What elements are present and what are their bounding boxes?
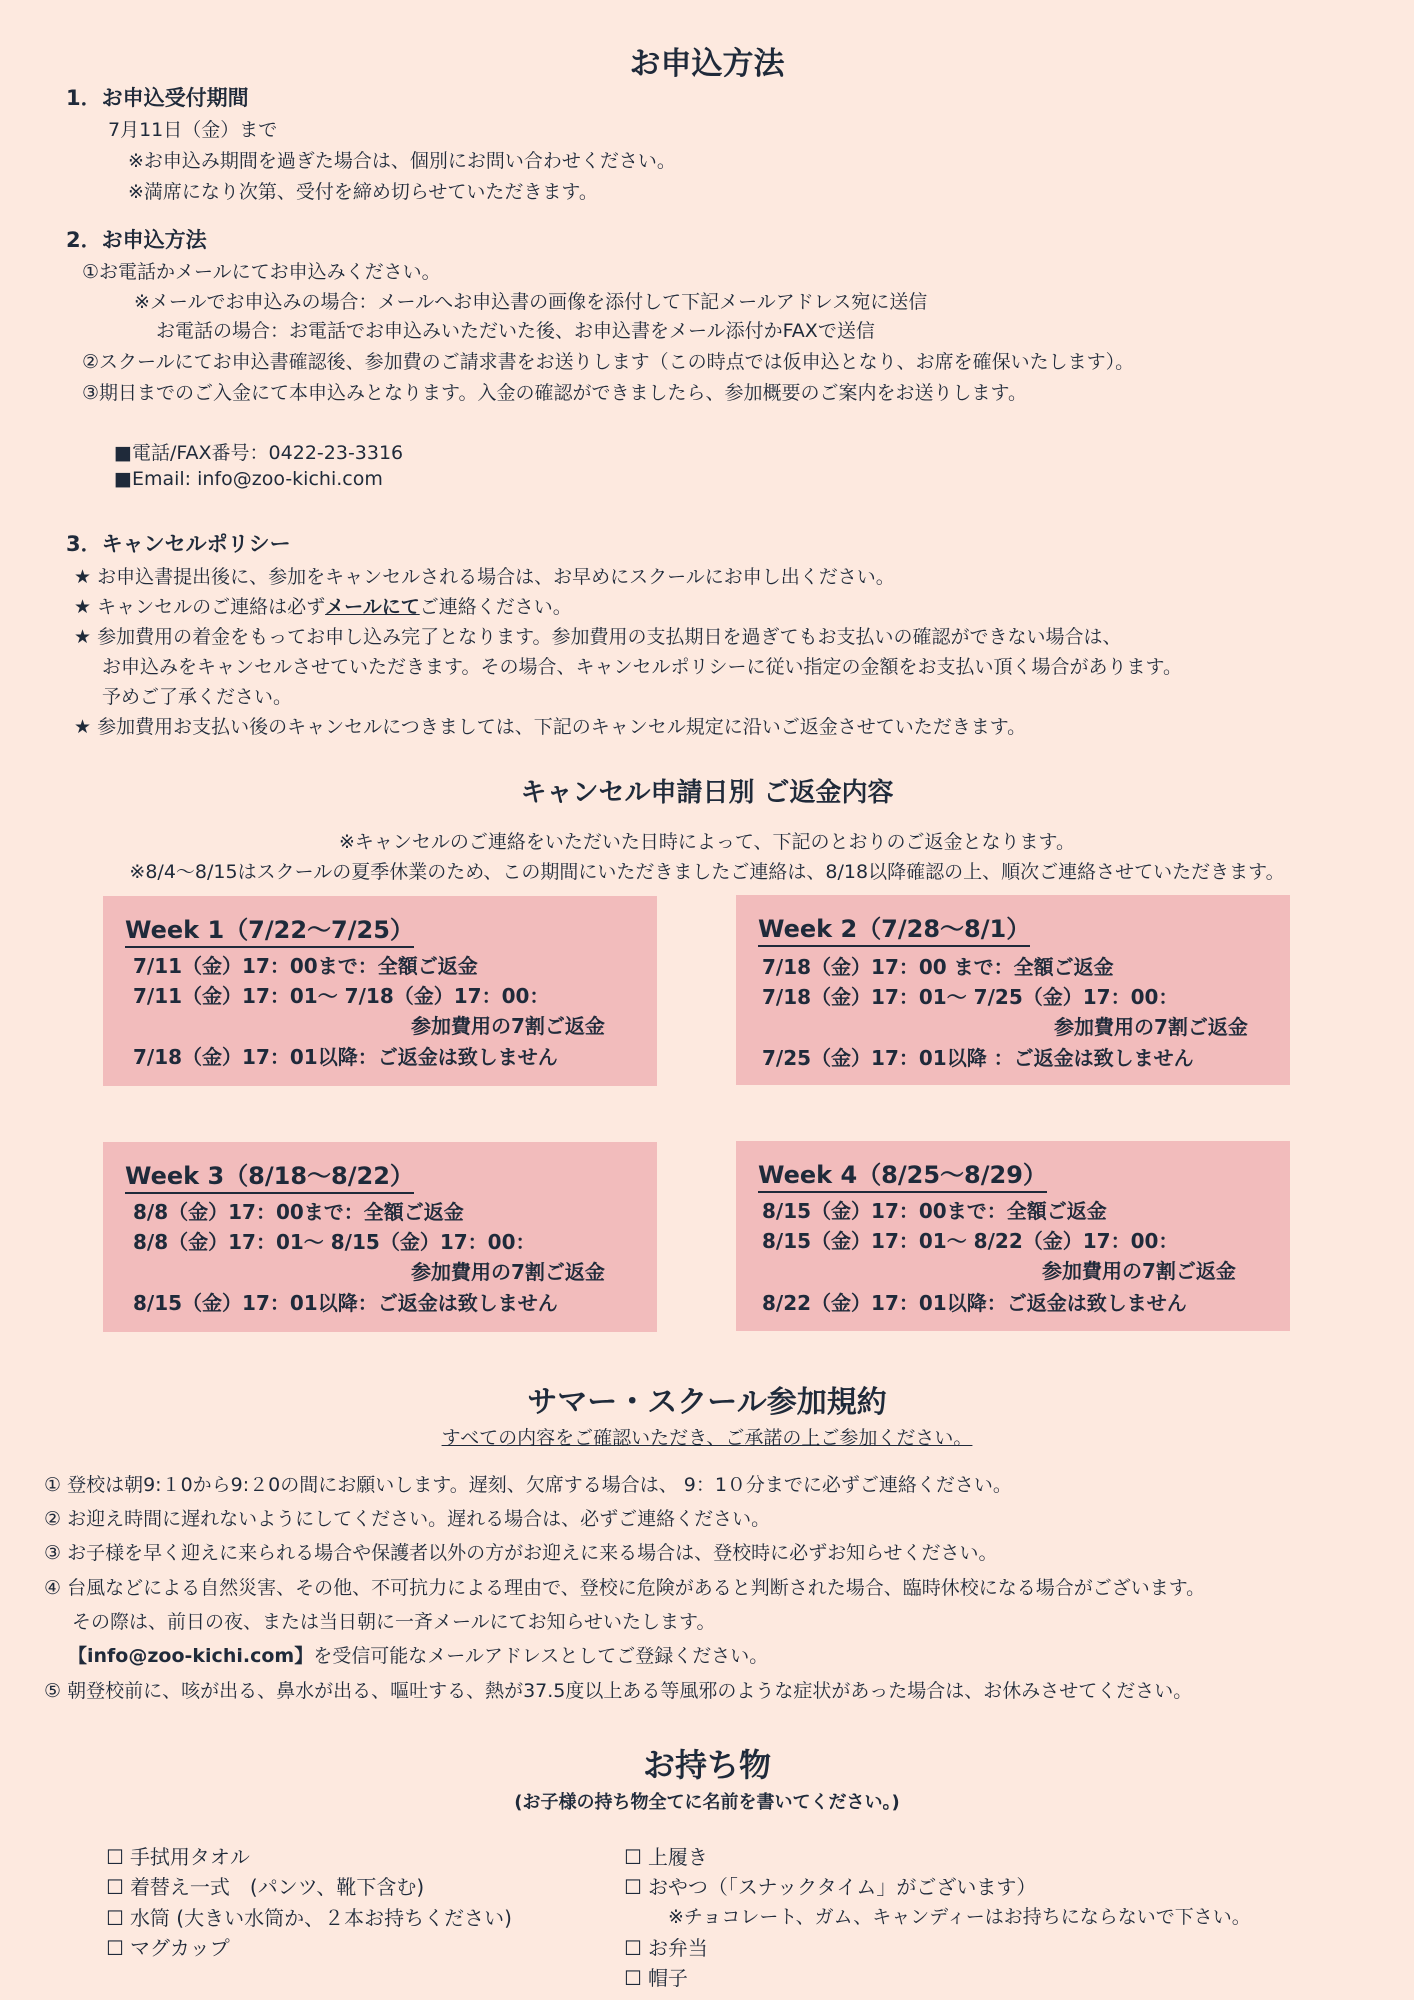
week4-line1: 8/15（金）17：00まで：全額ご返金 xyxy=(762,1199,1107,1223)
week4-line4: 8/22（金）17：01以降：ご返金は致しません xyxy=(762,1291,1187,1315)
week1-box xyxy=(103,896,657,1086)
week4-line3: 参加費用の7割ご返金 xyxy=(1042,1259,1236,1283)
item-right-3 xyxy=(624,1932,708,1961)
checkbox-icon: ☐ xyxy=(624,1966,642,1990)
week4-box xyxy=(736,1141,1290,1331)
item-left-4 xyxy=(106,1932,230,1961)
policy-bullet-2-pre: ★ キャンセルのご連絡は必ず xyxy=(74,596,326,618)
policy-bullet-4: ★ 参加費用お支払い後のキャンセルにつきましては、下記のキャンセル規定に沿いご返金させていただきます。 xyxy=(74,716,1027,738)
rule-1: ① 登校は朝9:１0から9:２0の間にお願いします。遅刻、欠席する場合は、 9：1０分までに必ずご連絡ください。 xyxy=(44,1474,1012,1496)
checkbox-icon: ☐ xyxy=(624,1845,642,1869)
policy-bullet-3-line3: 予めご了承ください。 xyxy=(102,686,293,708)
rule-5: ⑤ 朝登校前に、咳が出る、鼻水が出る、嘔吐する、熱が37.5度以上ある等風邪のような症状があった場合は、お休みさせてください。 xyxy=(44,1680,1193,1702)
rule-2: ② お迎え時間に遅れないようにしてください。遅れる場合は、必ずご連絡ください。 xyxy=(44,1508,771,1530)
item-label: 上履き xyxy=(647,1845,708,1869)
week1-title: Week 1（7/22〜7/25） xyxy=(125,910,414,948)
rule-4-email: 【info@zoo-kichi.com】 xyxy=(68,1645,314,1667)
policy-bullet-2-post: ご連絡ください。 xyxy=(419,596,572,618)
policy-bullet-2 xyxy=(74,592,572,619)
week1-line4: 7/18（金）17：01以降：ご返金は致しません xyxy=(133,1045,558,1069)
checkbox-icon: ☐ xyxy=(106,1845,124,1869)
apply-step2: ②スクールにてお申込書確認後、参加費のご請求書をお送りします（この時点では仮申込となり、お席を確保いたします）。 xyxy=(82,351,1135,373)
week1-line3: 参加費用の7割ご返金 xyxy=(411,1014,605,1038)
item-label: お弁当 xyxy=(647,1936,708,1960)
rules-subtitle: すべての内容をご確認いただき、ご承諾の上ご参加ください。 xyxy=(441,1427,973,1449)
week3-line2: 8/8（金）17：01〜 8/15（金）17：00： xyxy=(133,1230,536,1254)
policy-bullet-3-line2: お申込みをキャンセルさせていただきます。その場合、キャンセルポリシーに従い指定の金額をお支払い頂く場合があります。 xyxy=(102,656,1182,678)
items-subtitle: (お子様の持ち物全てに名前を書いてください。) xyxy=(514,1792,900,1813)
week1-line1: 7/11（金）17：00まで：全額ご返金 xyxy=(133,954,478,978)
week2-box xyxy=(736,895,1290,1085)
week3-line4: 8/15（金）17：01以降：ご返金は致しません xyxy=(133,1291,558,1315)
item-right-1 xyxy=(624,1841,708,1870)
item-left-1 xyxy=(106,1841,250,1870)
section2-heading: 2．お申込方法 xyxy=(66,228,207,252)
week3-box xyxy=(103,1142,657,1332)
week4-title: Week 4（8/25〜8/29） xyxy=(758,1155,1047,1193)
item-label: 帽子 xyxy=(647,1966,688,1990)
week3-title: Week 3（8/18〜8/22） xyxy=(125,1156,414,1194)
checkbox-icon: ☐ xyxy=(106,1936,124,1960)
week2-line2: 7/18（金）17：01〜 7/25（金）17：00： xyxy=(762,985,1179,1009)
policy-email-emphasis: メールにて xyxy=(325,596,420,618)
item-right-4 xyxy=(624,1962,688,1991)
checkbox-icon: ☐ xyxy=(106,1875,124,1899)
rule-4-line3-post: を受信可能なメールアドレスとしてご登録ください。 xyxy=(313,1645,769,1667)
item-label: 着替え一式 (パンツ、靴下含む) xyxy=(129,1875,425,1899)
week2-title: Week 2（7/28〜8/1） xyxy=(758,909,1030,947)
item-label: 手拭用タオル xyxy=(129,1845,250,1869)
week3-line3: 参加費用の7割ご返金 xyxy=(411,1260,605,1284)
item-left-2 xyxy=(106,1871,424,1900)
item-right-2 xyxy=(624,1871,1036,1900)
policy-bullet-1: ★ お申込書提出後に、参加をキャンセルされる場合は、お早めにスクールにお申し出ください。 xyxy=(74,566,895,588)
week3-line1: 8/8（金）17：00まで：全額ご返金 xyxy=(133,1200,464,1224)
item-left-3 xyxy=(106,1902,512,1931)
week2-line4: 7/25（金）17：01以降 ：ご返金は致しません xyxy=(762,1046,1194,1070)
checkbox-icon: ☐ xyxy=(106,1906,124,1930)
refund-heading: キャンセル申請日別 ご返金内容 xyxy=(520,778,894,808)
refund-note-1: ※キャンセルのご連絡をいただいた日時によって、下記のとおりのご返金となります。 xyxy=(338,831,1076,853)
contact-phone: ■電話/FAX番号：0422-23-3316 xyxy=(114,442,404,464)
item-label: おやつ（「スナックタイム」がございます） xyxy=(647,1875,1037,1899)
week2-line1: 7/18（金）17：00 まで：全額ご返金 xyxy=(762,955,1114,979)
section1-heading: 1．お申込受付期間 xyxy=(66,86,249,110)
contact-email: ■Email: info@zoo-kichi.com xyxy=(114,468,383,490)
page-title: お申込方法 xyxy=(629,46,785,82)
rule-4-line2: その際は、前日の夜、または当日朝に一斉メールにてお知らせいたします。 xyxy=(72,1611,716,1633)
week4-line2: 8/15（金）17：01〜 8/22（金）17：00： xyxy=(762,1229,1179,1253)
rule-3: ③ お子様を早く迎えに来られる場合や保護者以外の方がお迎えに来る場合は、登校時に必ずお知らせください。 xyxy=(44,1542,998,1564)
items-heading: お持ち物 xyxy=(642,1746,771,1784)
section3-heading: 3．キャンセルポリシー xyxy=(66,532,291,556)
note-late: ※お申込み期間を過ぎた場合は、個別にお問い合わせください。 xyxy=(128,150,676,172)
apply-phone-note: お電話の場合：お電話でお申込みいただいた後、お申込書をメール添付かFAXで送信 xyxy=(156,320,875,342)
policy-bullet-3-line1: ★ 参加費用の着金をもってお申し込み完了となります。参加費用の支払期日を過ぎてもお支払いの確認ができない場合は、 xyxy=(74,626,1122,648)
week2-line3: 参加費用の7割ご返金 xyxy=(1054,1015,1248,1039)
week1-line2: 7/11（金）17：01〜 7/18（金）17：00： xyxy=(133,984,550,1008)
rule-4-line3 xyxy=(68,1641,768,1668)
refund-note-2: ※8/4〜8/15はスクールの夏季休業のため、この期間にいただきましたご連絡は、8/18以降確認の上、順次ご連絡させていただきます。 xyxy=(129,861,1285,883)
deadline-date: 7月11日（金）まで xyxy=(108,119,278,141)
rule-4-line1: ④ 台風などによる自然災害、その他、不可抗力による理由で、登校に危険があると判断された場合、臨時休校になる場合がございます。 xyxy=(44,1577,1206,1599)
note-full: ※満席になり次第、受付を締め切らせていただきます。 xyxy=(128,181,598,203)
checkbox-icon: ☐ xyxy=(624,1875,642,1899)
apply-step1: ①お電話かメールにてお申込みください。 xyxy=(82,261,441,283)
checkbox-icon: ☐ xyxy=(624,1936,642,1960)
item-label: マグカップ xyxy=(129,1936,230,1960)
rules-heading: サマー・スクール参加規約 xyxy=(527,1385,887,1420)
item-label: 水筒 (大きい水筒か、２本お持ちください) xyxy=(129,1906,512,1930)
snack-note: ※チョコレート、ガム、キャンディーはお持ちにならないで下さい。 xyxy=(668,1906,1251,1928)
apply-mail-note: ※メールでお申込みの場合：メールへお申込書の画像を添付して下記メールアドレス宛に送信 xyxy=(134,291,928,313)
apply-step3: ③期日までのご入金にて本申込みとなります。入金の確認ができましたら、参加概要のご案内をお送りします。 xyxy=(82,382,1027,404)
